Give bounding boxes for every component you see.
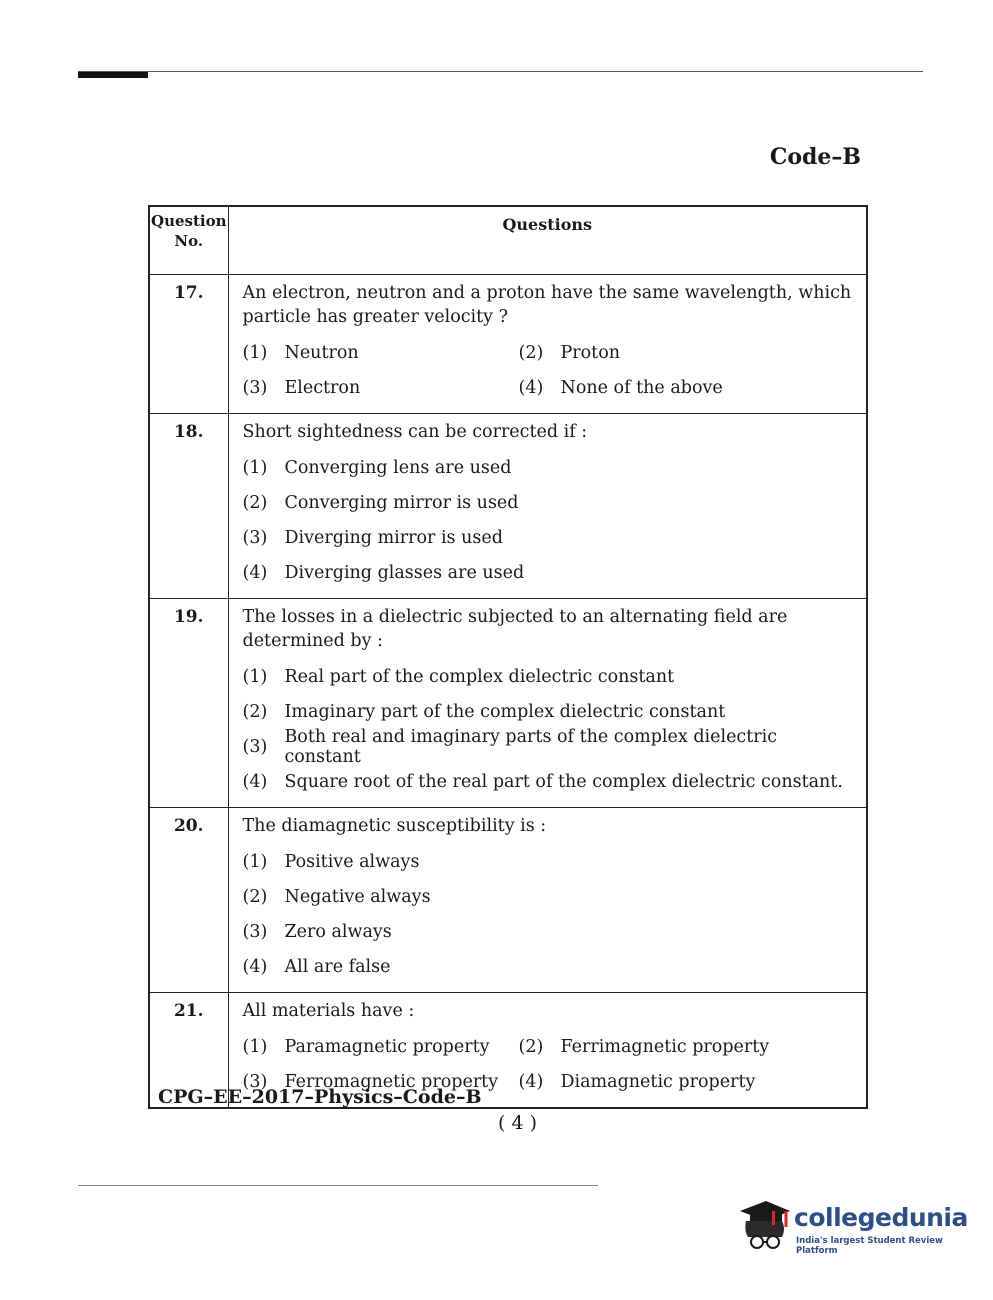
question-text: The diamagnetic susceptibility is : <box>242 816 547 836</box>
option-number: (4) <box>518 377 544 398</box>
option-text: Diamagnetic property <box>560 1071 756 1092</box>
option-text: Converging lens are used <box>284 457 512 478</box>
question-body <box>228 414 867 599</box>
option <box>243 949 859 984</box>
col-question-no: Question No. <box>149 206 228 275</box>
option-number: (2) <box>242 492 268 513</box>
option-number: (3) <box>242 1071 268 1092</box>
option-text: None of the above <box>560 377 723 398</box>
option-number: (4) <box>242 771 268 792</box>
question-text: Short sightedness can be corrected if : <box>242 422 588 442</box>
paper-code-label: Code–B <box>769 144 861 170</box>
option-text: Square root of the real part of the complex dielectric constant. <box>284 771 843 792</box>
option-text: Neutron <box>284 342 359 363</box>
option <box>519 335 859 370</box>
option <box>243 914 859 949</box>
option-text: Ferromagnetic property <box>284 1071 499 1092</box>
question-number: 18. <box>149 414 228 599</box>
question-number: 20. <box>149 808 228 993</box>
scan-bottom-rule <box>78 1185 598 1186</box>
option-text: Diverging mirror is used <box>284 527 503 548</box>
option-number: (3) <box>242 527 268 548</box>
scan-top-smudge <box>78 72 148 78</box>
option-number: (1) <box>242 851 268 872</box>
option <box>519 1029 859 1064</box>
option-text: Diverging glasses are used <box>284 562 525 583</box>
question-row <box>149 275 867 414</box>
questions-table <box>148 205 868 1109</box>
option-text: Electron <box>284 377 361 398</box>
scan-top-rule <box>78 71 923 72</box>
option <box>242 726 859 767</box>
footer-paper-code: CPG–EE–2017–Physics–Code–B <box>158 1086 482 1108</box>
col-questions: Questions <box>228 206 867 275</box>
option <box>243 694 859 729</box>
question-body <box>228 808 867 993</box>
option-number: (2) <box>242 886 268 907</box>
option-text: Negative always <box>284 886 431 907</box>
option-number: (1) <box>242 342 268 363</box>
question-text: An electron, neutron and a proton have the same wavelength, which particle has greater velocity ? <box>242 283 852 327</box>
question-text: All materials have : <box>242 1001 415 1021</box>
option-number: (4) <box>242 956 268 977</box>
option-number: (3) <box>242 377 268 398</box>
option <box>243 1029 519 1064</box>
question-row <box>149 599 867 808</box>
option-number: (3) <box>242 921 268 942</box>
option-text: Positive always <box>284 851 420 872</box>
option-number: (2) <box>518 342 544 363</box>
option <box>243 520 859 555</box>
option-text: Zero always <box>284 921 392 942</box>
option-number: (1) <box>242 1036 268 1057</box>
question-text: The losses in a dielectric subjected to an alternating field are determined by : <box>242 607 788 651</box>
question-body <box>228 275 867 414</box>
student-mascot-icon <box>736 1195 794 1255</box>
option-number: (4) <box>242 562 268 583</box>
option-number: (1) <box>242 666 268 687</box>
option-text: Both real and imaginary parts of the complex dielectric constant <box>284 726 778 767</box>
option <box>243 335 519 370</box>
question-body <box>228 599 867 808</box>
options-grid <box>243 335 859 405</box>
option-text: Paramagnetic property <box>284 1036 490 1057</box>
option-number: (1) <box>242 457 268 478</box>
question-number: 17. <box>149 275 228 414</box>
option-number: (4) <box>518 1071 544 1092</box>
question-row <box>149 414 867 599</box>
option-number: (2) <box>242 701 268 722</box>
option-number: (2) <box>518 1036 544 1057</box>
option-number: (3) <box>242 736 268 757</box>
question-row <box>149 808 867 993</box>
option-text: Ferrimagnetic property <box>560 1036 770 1057</box>
table-header-row <box>149 206 867 275</box>
option-text: Converging mirror is used <box>284 492 519 513</box>
option-text: Imaginary part of the complex dielectric constant <box>284 701 726 722</box>
option <box>243 659 859 694</box>
option <box>243 555 859 590</box>
page-number: ( 4 ) <box>498 1112 537 1134</box>
option <box>519 1064 859 1099</box>
option <box>243 370 519 405</box>
question-number: 19. <box>149 599 228 808</box>
option <box>243 844 859 879</box>
logo-brand-name: collegedunia <box>794 1203 968 1232</box>
option-text: All are false <box>284 956 391 977</box>
collegedunia-logo[interactable] <box>736 1195 966 1255</box>
option <box>519 370 859 405</box>
option <box>243 485 859 520</box>
option <box>243 450 859 485</box>
logo-tagline: India's largest Student Review Platform <box>796 1236 943 1256</box>
option <box>243 879 859 914</box>
option-text: Proton <box>560 342 621 363</box>
option <box>243 764 859 799</box>
question-number: 21. <box>149 993 228 1109</box>
option-text: Real part of the complex dielectric constant <box>284 666 675 687</box>
